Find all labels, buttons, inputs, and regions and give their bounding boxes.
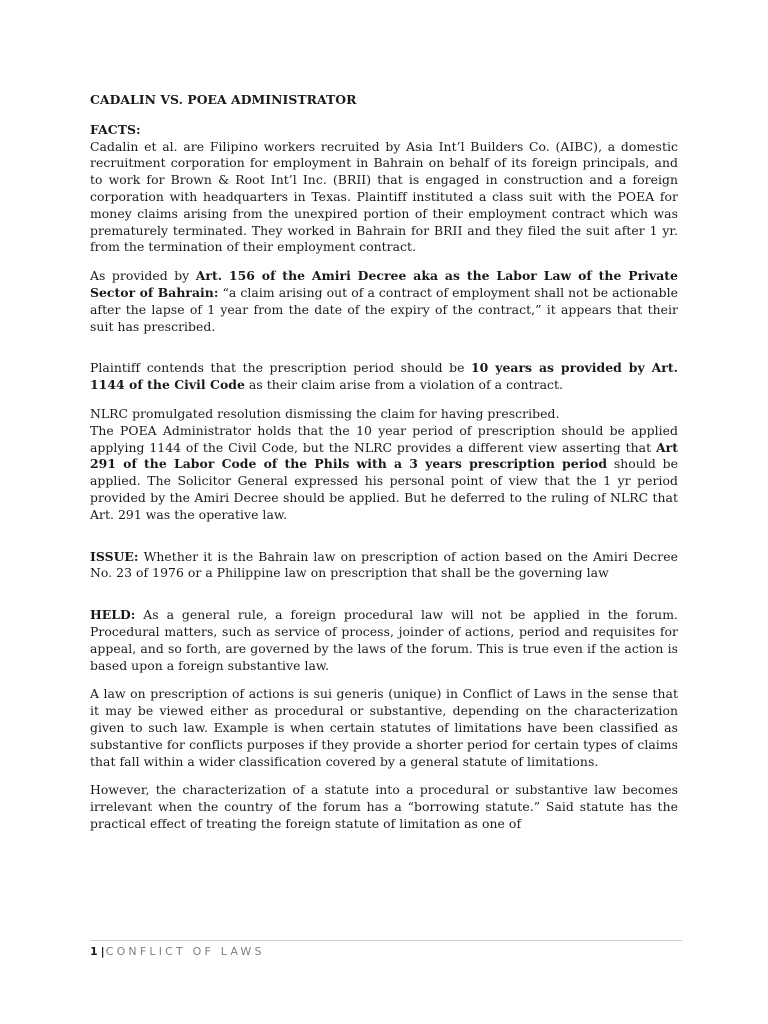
facts-p3-text-a: Plaintiff contends that the prescription period should be bbox=[90, 360, 471, 376]
document-title: CADALIN VS. POEA ADMINISTRATOR bbox=[90, 92, 357, 107]
facts-p3-text-c: as their claim arise from a violation of a contract. bbox=[244, 377, 564, 393]
running-title: CONFLICT OF LAWS bbox=[105, 945, 265, 958]
facts-p5-text-c: should be applied. The Solicitor General expressed his personal point of view that the 1 yr period provided by the Amiri Decree should be applied. But he deferred to the ruling of NLRC that Art. 291 was the operative law. bbox=[90, 456, 678, 522]
held-text-1: As a general rule, a foreign procedural law will not be applied in the forum. Procedural matters, such as service of process, joinder of actions, period and requisites for appeal, and so forth, are governed by the laws of the forum. This is true even if the action is based upon a foreign substantive law. bbox=[90, 607, 678, 673]
facts-p5-bold: Art 291 of the Labor Code of the Phils with a 3 years prescription period bbox=[90, 439, 678, 472]
issue-label: ISSUE: bbox=[90, 548, 139, 564]
held-paragraph-1 bbox=[90, 607, 678, 674]
held-paragraph-2: A law on prescription of actions is sui generis (unique) in Conflict of Laws in the sense that it may be viewed either as procedural or substantive, depending on the characterization given to such law. Example is when certain statutes of limitations have been classified as substantive for conflicts purposes if they provide a shorter period for certain types of claims that fall within a wider classification covered by a general statute of limitations. bbox=[90, 686, 678, 769]
facts-label-colon: : bbox=[135, 121, 141, 137]
facts-p3-bold: 10 years as provided by Art. 1144 of the Civil Code bbox=[90, 360, 678, 393]
facts-p2-bold: Art. 156 of the Amiri Decree aka as the Labor Law of the Private Sector of Bahrain: bbox=[90, 268, 678, 300]
issue-paragraph bbox=[90, 549, 678, 583]
facts-paragraph-4: NLRC promulgated resolution dismissing the claim for having prescribed. bbox=[90, 405, 560, 421]
facts-heading bbox=[90, 122, 678, 139]
held-paragraph-3: However, the characterization of a statute into a procedural or substantive law becomes irrelevant when the country of the forum has a “borrowing statute.” Said statute has the practical effect of treating the foreign statute of limitation as one of bbox=[90, 782, 678, 831]
facts-p2-text-c: “a claim arising out of a contract of employment shall not be actionable after the lapse of 1 year from the date of the expiry of the contract,” it appears that their suit has prescribed. bbox=[90, 284, 679, 334]
page-number: 1 bbox=[90, 945, 98, 958]
footer-separator: | bbox=[100, 945, 105, 958]
page-footer bbox=[90, 940, 682, 958]
document-page bbox=[90, 92, 678, 833]
facts-paragraph-5 bbox=[90, 423, 678, 524]
facts-paragraph-1: Cadalin et al. are Filipino workers recruited by Asia Int’l Builders Co. (AIBC), a domestic recruitment corporation for employment in Bahrain on behalf of its foreign principals, and to work for Brown & Root Int’l Inc. (BRII) that is engaged in construction and a foreign corporation with headquarters in Texas. Plaintiff instituted a class suit with the POEA for money claims arising from the unexpired portion of their employment contract which was prematurely terminated. They worked in Bahrain for BRII and they filed the suit after 1 yr. from the termination of their employment contract. bbox=[90, 138, 678, 255]
facts-label: FACTS bbox=[90, 121, 136, 137]
facts-p5-text-a: The POEA Administrator holds that the 10 year period of prescription should be applied applying 1144 of the Civil Code, but the NLRC provides a different view asserting that bbox=[90, 422, 678, 455]
facts-paragraph-2 bbox=[90, 268, 678, 335]
held-label: HELD: bbox=[90, 607, 136, 623]
facts-paragraph-3 bbox=[90, 360, 678, 394]
issue-text: Whether it is the Bahrain law on prescription of action based on the Amiri Decree No. 23 of 1976 or a Philippine law on prescription that shall be the governing law bbox=[90, 548, 678, 581]
facts-p2-text-a: As provided by bbox=[90, 268, 196, 284]
